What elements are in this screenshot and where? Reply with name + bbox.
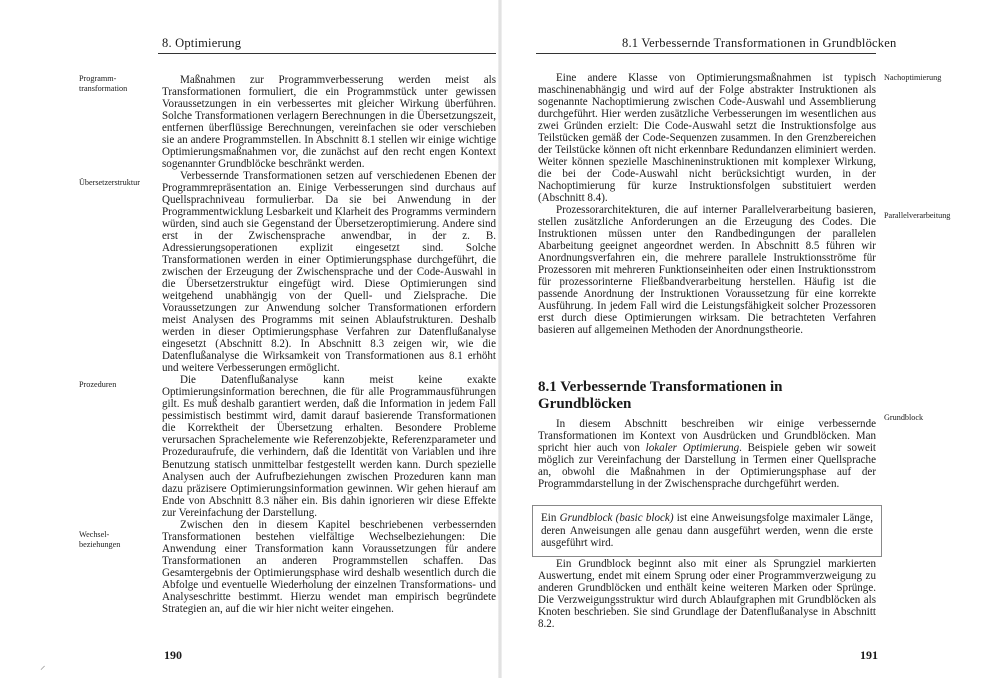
closing-text bbox=[538, 558, 876, 630]
margin-note-parallelverarbeitung: Parallelverarbeitung bbox=[884, 211, 951, 220]
page-number-left: 190 bbox=[164, 648, 182, 662]
text-run: Ein bbox=[541, 512, 560, 524]
paragraph: Verbessernde Transformationen setzen auf verschiedenen Ebenen der Programmrepräsentation an. Einige Verbesserungen sind durchaus auf Quellsprachniveau formulierbar. Da sie bei Anwendung in der Programmentwicklung Lesbarkeit und Klarheit des Programms vermindern würden, sind auch sie Gegenstand der Übersetzeroptimierung. Andere sind erst in der Zwischensprache anwendbar, in der z. B. Adressierungsoperationen explizit eingesetzt sind. Solche Transformationen werden in einer Optimierungsphase durchgeführt, die zwischen der Erzeugung der Zwischensprache und der Code-Auswahl in die Übersetzerstruktur eingefügt wird. Diese Optimierungen sind weitgehend unabhängig von der Quell- und Zielsprache. Die Voraussetzungen zur Anwendung solcher Transformationen erfordern meist Analysen des Programms mit seinen Ablaufstrukturen. Deshalb werden in dieser Optimierungsphase Verfahren zur Datenflußanalyse eingesetzt (Abschnitt 8.2). In Abschnitt 8.3 zeigen wir, wie die Datenflußanalyse die Wirksamkeit von Transformationen aus 8.1 erhöht und weitere Verbesserungen ermöglicht. bbox=[162, 170, 496, 375]
margin-note-prozeduren: Prozeduren bbox=[79, 380, 117, 389]
paragraph: Maßnahmen zur Programmverbesserung werden meist als Transformationen formuliert, die ein Programmstück unter gewissen Voraussetzungen in ein verbessertes mit gleicher Wirkung überführen. Solche Transformationen verlagern Berechnungen in die Übersetzungszeit, entfernen überflüssige Berechnungen, vereinfachen sie oder verschieben sie an andere Programmstellen. In Abschnitt 8.1 stellen wir einige wichtige Optimierungsmaßnahmen vor, die zunächst auf den recht engen Kontext sogenannter Grundblöcke beschränkt werden. bbox=[162, 74, 496, 171]
emphasis-term: Grundblock (basic block) bbox=[559, 512, 674, 524]
margin-note-grundblock: Grundblock bbox=[884, 413, 924, 422]
right-body-text-top bbox=[538, 72, 876, 336]
left-body-text bbox=[162, 74, 496, 615]
section-intro bbox=[538, 418, 876, 490]
paragraph: Ein Grundblock beginnt also mit einer als Sprungziel markierten Auswertung, endet mit einem Sprung oder einer Programmverzweigung zu anderen Grundblöcken und enthält keine weiteren Marken oder Sprünge. Die Verzweigungsstruktur wird durch Ablaufgraphen mit Grundblöcken als Knoten beschrieben. Sie sind Grundlage der Datenflußanalyse in Abschnitt 8.2. bbox=[538, 558, 876, 631]
paragraph: Die Datenflußanalyse kann meist keine exakte Optimierungsinformation berechnen, die für alle Programmausführungen gilt. Es muß deshalb garantiert werden, daß die Information in jedem Fall pessimistisch bestimmt wird, damit darauf basierende Transformationen die Korrektheit der Übersetzung erhalten. Besondere Probleme verursachen Sprachelemente wie Referenzobjekte, Referenzparameter und Prozeduraufrufe, die verhindern, daß die Identität von Variablen und ihre Benutzung statisch unmittelbar festgestellt werden kann. Durch spezielle Analysen auch der Aufrufbeziehungen zwischen Prozeduren kann man dazu präzisere Optimierungsinformation gewinnen. Wir gehen hierauf am Ende von Abschnitt 8.3 näher ein. Bis dahin ignorieren wir diese Effekte zur Vereinfachung der Darstellung. bbox=[162, 374, 496, 519]
paragraph: Eine andere Klasse von Optimierungsmaßnahmen ist typisch maschinenabhängig und wird auf der Folge abstrakter Instruktionen als sogenannte Nachoptimierung zwischen Code-Auswahl und Assemblierung durchgeführt. Hier werden zusätzliche Verbesserungen im wesentlichen aus zwei Gründen erzielt: Die Code-Auswahl setzt die Instruktionsfolge aus Teilstücken gemäß der Code-Sequenzen zusammen. In den Grenzbereichen der Teilstücke können oft nicht erkennbare Redundanzen eliminiert werden. Weiter können spezielle Maschineninstruktionen mit komplexer Wirkung, die bei der Code-Auswahl nicht berücksichtigt wurden, in der Nachoptimierung für kurze Instruktionsfolgen substituiert werden (Abschnitt 8.4). bbox=[538, 72, 876, 205]
text-run: . Beispiele geben wir soweit möglich zur Vereinfachung der Darstellung in Termen einer Quellsprache an, obwohl die Maßnahmen in der Optimierungsphase auf der Programmdarstellung in der Zwischensprache durchgeführt werden. bbox=[538, 442, 876, 491]
definition-box bbox=[532, 505, 882, 557]
paragraph bbox=[538, 418, 876, 490]
text-run: ist eine Anweisungsfolge maximaler Länge, deren Anweisungen alle genau dann ausgeführt werden, wenn die erste ausgeführt wird. bbox=[541, 512, 873, 549]
margin-note-wechselbeziehungen: Wechsel- beziehungen bbox=[79, 530, 121, 549]
paragraph: Prozessorarchitekturen, die auf interner Parallelverarbeitung basieren, stellen zusätzliche Anforderungen an die Erzeugung des Codes. Die Instruktionen müssen unter den Randbedingungen der parallelen Abarbeitung geeignet angeordnet werden. In Abschnitt 8.5 führen wir Anordnungsverfahren ein, die mehrere parallele Instruktionsströme für Prozessoren mit mehreren Funktionseinheiten oder einen Instruktionsstrom für prozessorinterne Fließbandverarbeitung herstellen. Häufig ist die passende Anordnung der Instruktionen Voraussetzung für eine korrekte Ausführung. In jedem Fall wird die Leistungsfähigkeit solcher Prozessoren erst durch diese Optimierungen wirksam. Die betrachteten Verfahren basieren auf allgemeinen Methoden der Anordnungstheorie. bbox=[538, 204, 876, 337]
text-run: In diesem Abschnitt beschreiben wir einige verbessernde Transformationen im Kontext von Ausdrücken und Grundblöcken. Man spricht hier auch von bbox=[538, 418, 876, 455]
section-heading: 8.1 Verbessernde Transformationen in Grundblöcken bbox=[538, 379, 783, 412]
emphasis-term: lokaler Optimierung bbox=[645, 442, 740, 455]
page-number-right: 191 bbox=[860, 648, 878, 662]
running-head-right: 8.1 Verbessernde Transformationen in Grundblöcken bbox=[622, 36, 897, 50]
running-head-left: 8. Optimierung bbox=[162, 36, 242, 50]
paragraph: Zwischen den in diesem Kapitel beschriebenen verbessernden Transformationen bestehen vielfältige Wechselbeziehungen: Die Anwendung einer Transformation kann Voraussetzungen für andere Transformationen an anderen Programmstellen schaffen. Das Gesamtergebnis der Optimierungsphase wird deshalb wesentlich durch die Abfolge und eventuelle Wiederholung der einzelnen Transformations- und Analyseschritte bestimmt. Hierzu wendet man empirisch begründete Strategien an, auf die wir hier nicht weiter eingehen. bbox=[162, 518, 496, 615]
margin-note-programmtransformation: Programm- transformation bbox=[79, 74, 128, 93]
header-rule-left bbox=[158, 53, 496, 54]
margin-note-uebersetzerstruktur: Übersetzerstruktur bbox=[79, 178, 140, 187]
margin-note-nachoptimierung: Nachoptimierung bbox=[884, 73, 942, 82]
scan-mark: ⸝ bbox=[40, 660, 46, 672]
header-rule-right bbox=[536, 53, 876, 54]
right-page bbox=[500, 0, 1000, 678]
